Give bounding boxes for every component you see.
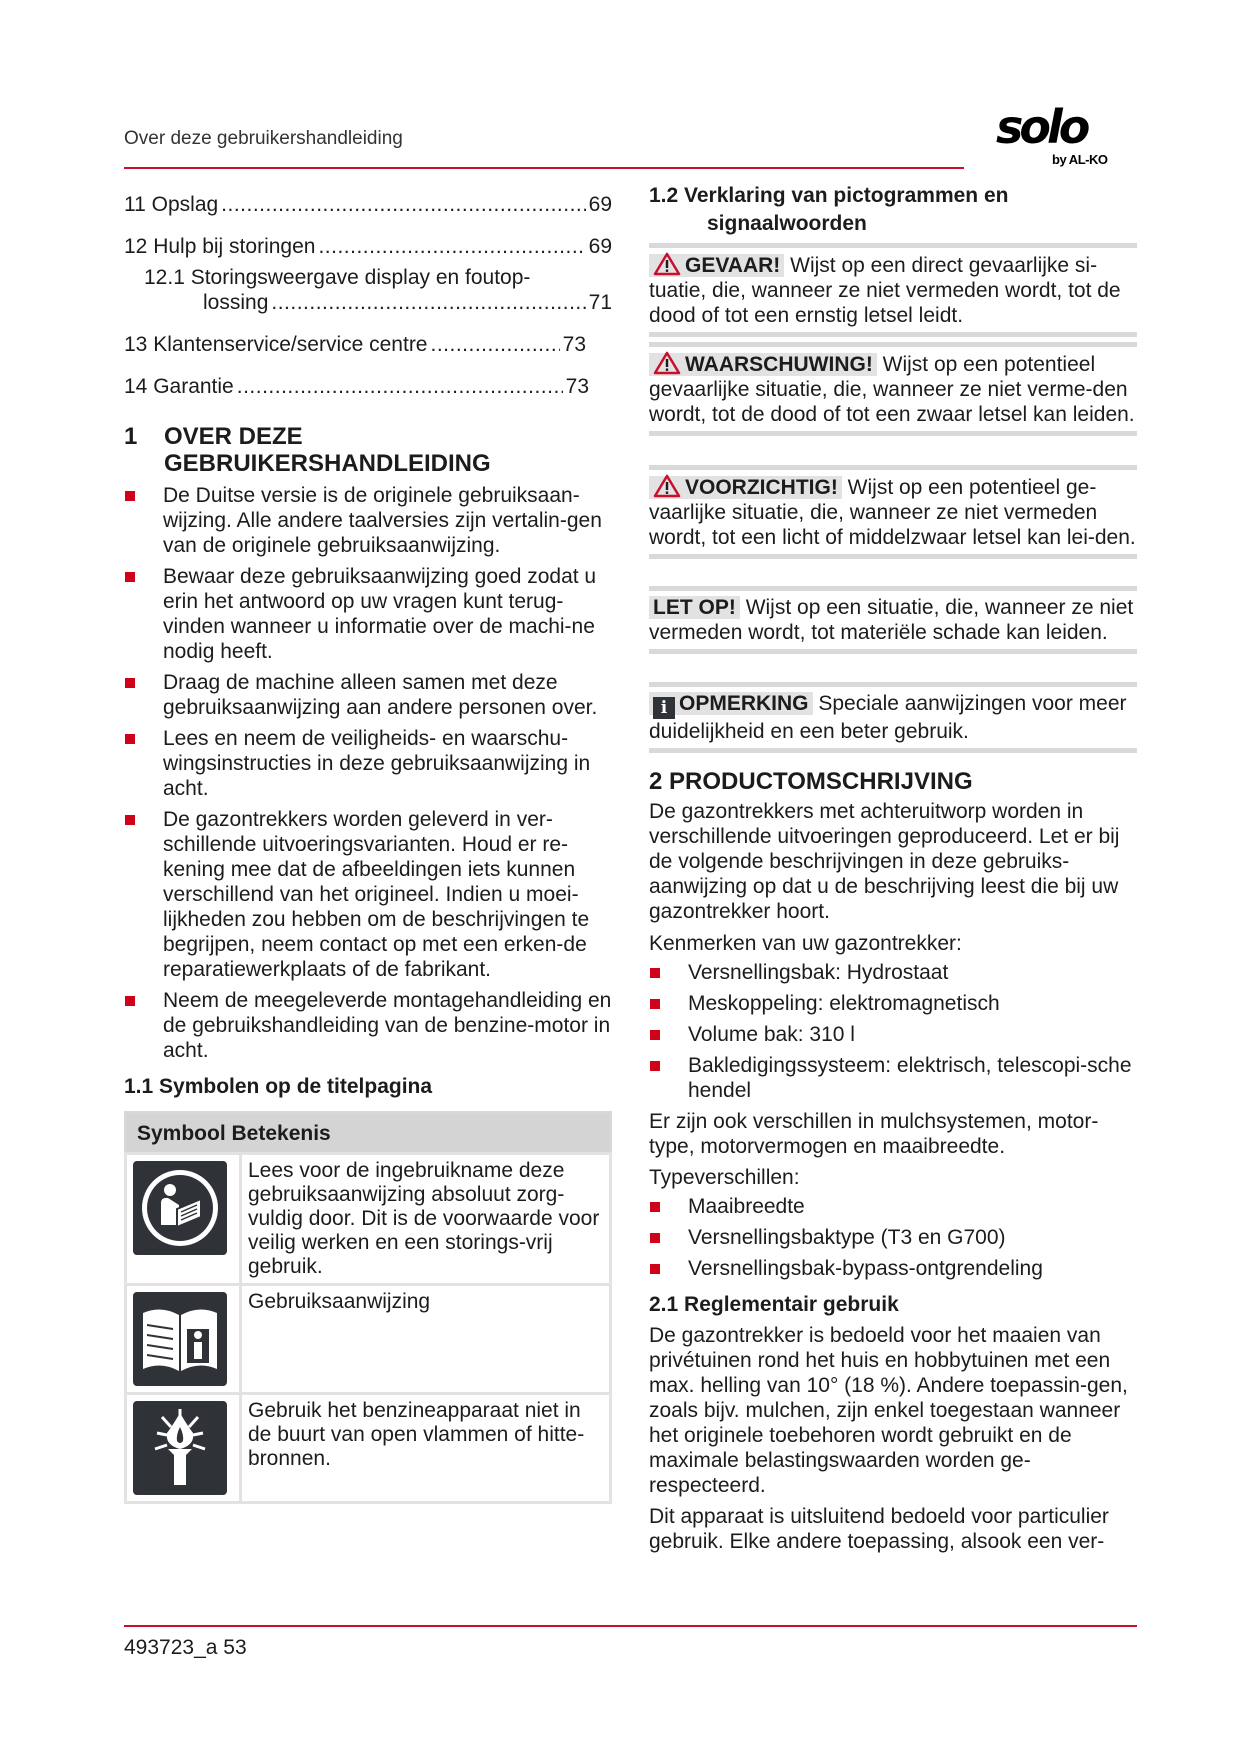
brand-logo xyxy=(996,100,1120,170)
running-header: Over deze gebruikershandleiding xyxy=(124,128,403,149)
symbol-meaning: Gebruik het benzineapparaat niet in de buurt van open vlammen of hitte-bronnen. xyxy=(241,1394,611,1503)
list-item: Volume bak: 310 l xyxy=(649,1022,1137,1047)
notice-text: Wijst op een potentieel ge-vaarlijke situatie, die, wanneer ze niet vermeden wordt, tot een licht of middelzwaar letsel kan lei-den. xyxy=(649,476,1136,549)
table-row xyxy=(126,1285,611,1394)
section-2-1-para: De gazontrekker is bedoeld voor het maaien van privétuinen rond het huis en hobbytuinen met een max. helling van 10° (18 %). Andere toepassin-gen, zoals bijv. mulchen, zijn enkel toegestaan wanneer het originele toebehoren wordt gebruikt en de maximale belastingswaarden worden ge-respecteerd. xyxy=(649,1324,1128,1497)
notice-remark xyxy=(649,682,1137,753)
list-item: Meskoppeling: elektromagnetisch xyxy=(649,991,1137,1016)
no-open-flame-icon xyxy=(133,1401,227,1495)
symbol-table xyxy=(124,1111,612,1504)
notice-warning xyxy=(649,342,1137,436)
table-of-contents xyxy=(124,192,612,399)
section-2-heading: 2 PRODUCTOMSCHRIJVING xyxy=(649,768,973,795)
signal-word: GEVAAR! xyxy=(685,254,781,277)
section-1-2-heading: 1.2 Verklaring van pictogrammen en signaalwoorden xyxy=(649,184,1009,235)
notice-danger xyxy=(649,243,1137,337)
section-2-1-para: Dit apparaat is uitsluitend bedoeld voor particulier gebruik. Elke andere toepassing, alsook een ver- xyxy=(649,1505,1109,1553)
logo-byline: by AL-KO xyxy=(1052,152,1108,167)
signal-word: OPMERKING xyxy=(679,692,809,715)
warning-triangle-icon xyxy=(653,252,681,276)
signal-word: LET OP! xyxy=(649,596,740,619)
notice-text: Wijst op een direct gevaarlijke si-tuatie, die, wanneer ze niet vermeden wordt, tot de dood of tot een ernstig letsel leidt. xyxy=(649,254,1121,327)
signal-word: VOORZICHTIG! xyxy=(685,476,838,499)
toc-entry[interactable]: 12 Hulp bij storingen ..... 69 xyxy=(124,234,612,259)
read-manual-icon xyxy=(133,1161,227,1255)
logo-wordmark: solo xyxy=(996,100,1087,154)
notice-text: Wijst op een situatie, die, wanneer ze niet vermeden wordt, tot materiële schade kan leiden. xyxy=(649,596,1134,644)
table-row xyxy=(126,1394,611,1503)
list-item: Maaibreedte xyxy=(649,1194,1137,1219)
list-item: Bakledigingssysteem: elektrisch, telescopi-sche hendel xyxy=(649,1053,1137,1103)
toc-entry[interactable]: 11 Opslag ..... 69 xyxy=(124,192,612,217)
section-1-1-heading: 1.1 Symbolen op de titelpagina xyxy=(124,1075,433,1098)
toc-entry[interactable]: 12.1 Storingsweergave display en foutop- lossing ..... 71 xyxy=(144,265,612,315)
section-1-bullet-list xyxy=(124,483,612,1063)
doc-number: 493723_a xyxy=(124,1636,218,1659)
section-2-para: Er zijn ook verschillen in mulchsystemen, motor-type, motorvermogen en maaibreedte. xyxy=(649,1110,1099,1158)
page-number: 53 xyxy=(223,1636,247,1659)
footer-divider xyxy=(124,1625,1137,1627)
toc-entry[interactable]: 13 Klantenservice/service centre ..... 73 xyxy=(124,332,586,357)
signal-word: WAARSCHUWING! xyxy=(685,353,873,376)
list-item: Draag de machine alleen samen met deze gebruiksaanwijzing aan andere personen over. xyxy=(124,670,612,720)
list-item: Neem de meegeleverde montagehandleiding en de gebruikshandleiding van de benzine-motor in acht. xyxy=(124,988,612,1063)
features-list xyxy=(649,960,1137,1103)
left-column xyxy=(124,192,612,1504)
notice-text: Speciale aanwijzingen voor meer duidelijkheid en een beter gebruik. xyxy=(649,692,1127,743)
toc-entry[interactable]: 14 Garantie ..... 73 xyxy=(124,374,589,399)
table-row xyxy=(126,1154,611,1285)
notice-caution xyxy=(649,465,1137,559)
list-item: Versnellingsbak: Hydrostaat xyxy=(649,960,1137,985)
list-item: Lees en neem de veiligheids- en waarschu-wingsinstructies in deze gebruiksaanwijzing in acht. xyxy=(124,726,612,801)
section-2 xyxy=(649,768,1137,1554)
types-label: Typeverschillen: xyxy=(649,1166,800,1189)
page-footer xyxy=(124,1636,247,1660)
manual-info-icon xyxy=(133,1292,227,1386)
warning-triangle-icon xyxy=(653,351,681,375)
symbol-meaning: Lees voor de ingebruikname deze gebruiksaanwijzing absoluut zorg-vuldig door. Dit is de voorwaarde voor veilig werken en een storings-vrij gebruik. xyxy=(241,1154,611,1285)
list-item: Versnellingsbaktype (T3 en G700) xyxy=(649,1225,1137,1250)
list-item: De gazontrekkers worden geleverd in ver-schillende uitvoeringsvarianten. Houd er re-kening mee dat de afbeeldingen iets kunnen verschillend van het origineel. Indien u moei-lijkheden zou hebben om de beschrijvingen te begrijpen, neem contact op met een erken-de reparatiewerkplaats of de fabrikant. xyxy=(124,807,612,982)
section-1-heading: 1 OVER DEZE GEBRUIKERSHANDLEIDING xyxy=(124,423,491,477)
section-2-1-heading: 2.1 Reglementair gebruik xyxy=(649,1293,899,1316)
header-divider xyxy=(124,167,964,169)
types-list xyxy=(649,1194,1137,1281)
warning-triangle-icon xyxy=(653,474,681,498)
list-item: Bewaar deze gebruiksaanwijzing goed zodat u erin het antwoord op uw vragen kunt terug-vinden wanneer u informatie over de machi-ne nodig heeft. xyxy=(124,564,612,664)
section-2-intro: De gazontrekkers met achteruitworp worden in verschillende uitvoeringen geproduceerd. Let er bij de volgende beschrijvingen in deze gebruiks-aanwijzing op dat u de beschrijving leest die bij uw gazontrekker hoort. xyxy=(649,800,1120,923)
list-item: De Duitse versie is de originele gebruiksaan-wijzing. Alle andere taalversies zijn vertalin-gen van de originele gebruiksaanwijzing. xyxy=(124,483,612,558)
list-item: Versnellingsbak-bypass-ontgrendeling xyxy=(649,1256,1137,1281)
features-label: Kenmerken van uw gazontrekker: xyxy=(649,932,962,955)
info-icon: i xyxy=(653,697,675,719)
symbol-meaning: Gebruiksaanwijzing xyxy=(241,1285,611,1394)
notice-text: Wijst op een potentieel gevaarlijke situatie, die, wanneer ze niet verme-den wordt, tot de dood of tot een zwaar letsel kan leiden. xyxy=(649,353,1135,426)
section-1-2-title xyxy=(649,182,1137,238)
notice-attention xyxy=(649,586,1137,654)
symbol-table-header: Symbool Betekenis xyxy=(126,1113,611,1154)
